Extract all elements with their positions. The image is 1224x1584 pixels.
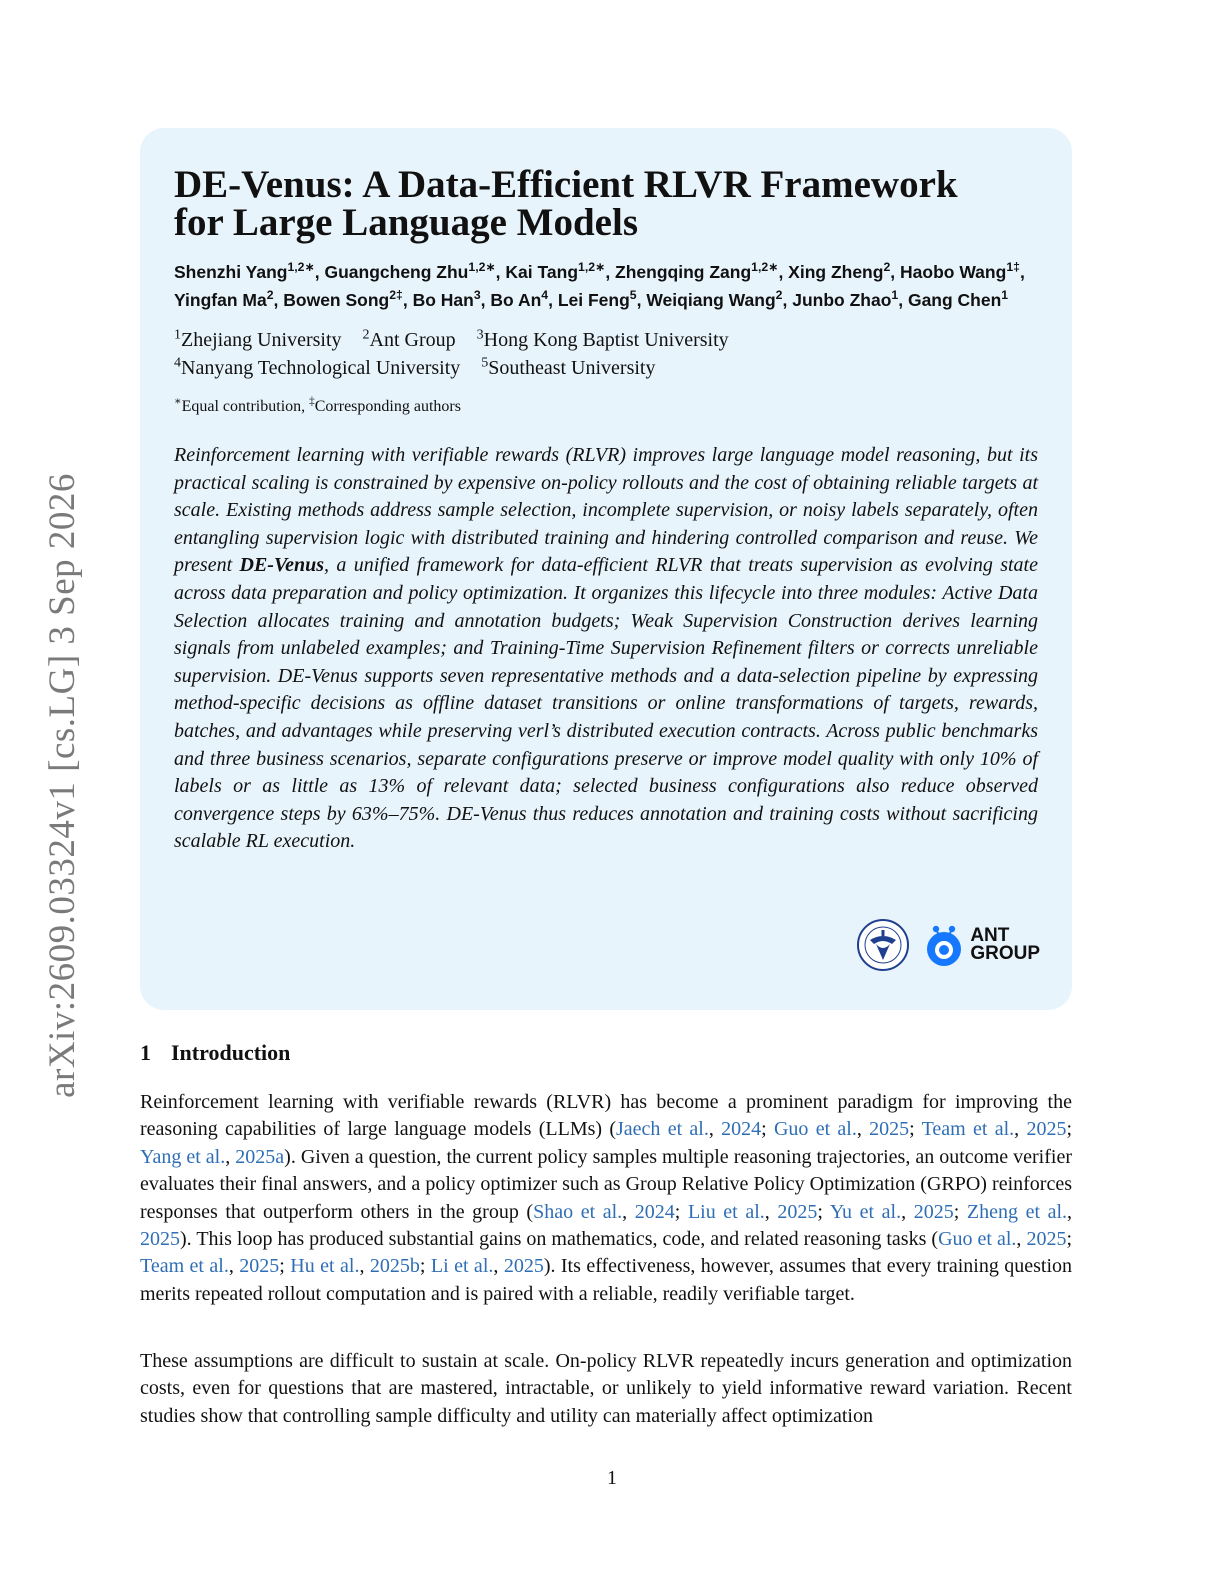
author-name: Yingfan Ma$^2$: [174, 288, 274, 310]
section-title: Introduction: [171, 1040, 291, 1065]
author-name: Shenzhi Yang$^{1,2∗}$: [174, 260, 315, 282]
citation-link[interactable]: 2025: [1026, 1118, 1067, 1141]
citation-link[interactable]: Guo et al.: [773, 1118, 857, 1141]
citation-link[interactable]: 2025: [239, 1255, 280, 1278]
ant-group-wordmark: ANT GROUP: [970, 925, 1040, 964]
citation-link[interactable]: Yu et al.: [829, 1200, 902, 1223]
abstract: Reinforcement learning with verifiable rewards (RLVR) improves large language model reasoning, but its practical scaling is constrained by expensive on-policy rollouts and the cost of obtaining reliable targets at scale. Existing methods address sample selection, incomplete supervision, or noisy labels separately, often entangling supervision logic with distributed training and hindering controlled comparison and reuse. We present DE-Venus, a unified framework for data-efficient RLVR that treats supervision as evolving state across data preparation and policy optimization. It organizes this lifecycle into three modules: Active Data Selection allocates training and annotation budgets; Weak Supervision Construction derives learning signals from unlabeled examples; and Training-Time Supervision Refinement filters or corrects unreliable supervision. DE-Venus supports seven representative methods and a data-selection pipeline by expressing method-specific decisions as offline dataset transitions or online transformations of targets, rewards, batches, and advantages while preserving verl’s distributed execution contracts. Across public benchmarks and three business scenarios, separate configurations preserve or improve model quality with only 10% of labels or as little as 13% of relevant data; selected business configurations also reduce observed convergence steps by 63%–75%. DE-Venus thus reduces annotation and training costs without sacrificing scalable RL execution.: [174, 444, 1038, 853]
author-list: Shenzhi Yang$^{1,2∗}$, Guangcheng Zhu$^{1,2∗}$, Kai Tang$^{1,2∗}$, Zhengqing Zang$^{1,2∗}$, Xing Zheng$^2$, Haobo Wang$^{1\ddagger}$, Yingfan Ma$^2$, Bowen Song$^{2\ddagger}$, Bo Han$^3$, Bo An$^4$, Lei Feng$^5$, Weiqiang Wang$^2$, Junbo Zhao$^1$, Gang Chen$^1$: [174, 260, 1025, 310]
citation-link[interactable]: Liu et al.: [687, 1200, 765, 1223]
citation-link[interactable]: 2025: [140, 1228, 180, 1251]
affiliation-item: $^2$Ant Group: [362, 327, 456, 351]
institution-logos: [856, 918, 1040, 972]
citation-link[interactable]: Li et al.: [430, 1255, 494, 1278]
author-name: Bo An$^4$: [490, 288, 549, 310]
title-card: [140, 128, 1072, 1010]
citation-link[interactable]: 2025: [777, 1200, 818, 1223]
citation-link[interactable]: 2025: [503, 1255, 544, 1278]
citation-link[interactable]: 2024: [634, 1200, 675, 1223]
ant-group-mark-icon: [924, 923, 964, 967]
paper-title: [174, 163, 1038, 244]
author-name: Bowen Song$^{2\ddagger}$: [283, 288, 403, 310]
intro-paragraph-1: Reinforcement learning with verifiable rewards (RLVR) has become a prominent paradigm for improving the reasoning capabilities of large language models (LLMs) (Jaech et al., 2024; Guo et al., 2025; Team et al., 2025; Yang et al., 2025a). Given a question, the current policy samples multiple reasoning trajectories, an outcome verifier evaluates their final answers, and a policy optimizer such as Group Relative Policy Optimization (GRPO) reinforces responses that outperform others in the group (Shao et al., 2024; Liu et al., 2025; Yu et al., 2025; Zheng et al., 2025). This loop has produced substantial gains on mathematics, code, and related reasoning tasks (Guo et al., 2025; Team et al., 2025; Hu et al., 2025b; Li et al., 2025). Its effectiveness, however, assumes that every training question merits repeated rollout computation and is paired with a reliable, readily verifiable target.: [140, 1091, 1073, 1305]
author-name: Gang Chen$^1$: [907, 288, 1009, 310]
citation-link[interactable]: 2025: [1026, 1228, 1067, 1251]
section-heading-introduction: [140, 1040, 290, 1066]
arxiv-stamp-text: arXiv:2609.03324v1 [cs.LG] 3 Sep 2026: [41, 472, 83, 1098]
citation-link[interactable]: Zheng et al.: [966, 1200, 1068, 1223]
zhejiang-university-seal-icon: [856, 918, 910, 972]
affiliation-item: $^3$Hong Kong Baptist University: [476, 327, 729, 351]
citation-link[interactable]: Shao et al.: [533, 1200, 623, 1223]
affiliation-item: $^5$Southeast University: [481, 355, 656, 379]
citation-link[interactable]: Yang et al.: [140, 1145, 226, 1168]
author-name: Kai Tang$^{1,2∗}$: [505, 260, 606, 282]
citation-link[interactable]: 2025: [913, 1200, 954, 1223]
citation-link[interactable]: 2024: [721, 1118, 762, 1141]
citation-link[interactable]: 2025a: [235, 1145, 285, 1168]
affiliations: [174, 326, 1038, 382]
page-number: 1: [607, 1467, 617, 1489]
arxiv-identifier-stamp: [42, 450, 82, 1120]
affiliation-item: $^4$Nanyang Technological University: [174, 355, 461, 379]
section-number: 1: [140, 1040, 151, 1065]
contribution-note: ∗Equal contribution, ‡Corresponding authors: [174, 395, 461, 415]
title-line-2: for Large Language Models: [174, 201, 639, 244]
citation-link[interactable]: Guo et al.: [938, 1228, 1017, 1251]
framework-name: DE-Venus: [239, 554, 324, 577]
affiliation-item: $^1$Zhejiang University: [174, 327, 342, 351]
citation-link[interactable]: Team et al.: [140, 1255, 229, 1278]
intro-paragraph-2: These assumptions are difficult to sustain at scale. On-policy RLVR repeatedly incurs generation and optimization costs, even for questions that are mastered, intractable, or unlikely to yield informative reward variation. Recent studies show that controlling sample difficulty and utility can materially affect optimization: [140, 1350, 1072, 1427]
author-name: Weiqiang Wang$^2$: [646, 288, 783, 310]
author-name: Bo Han$^3$: [412, 288, 481, 310]
author-name: Xing Zheng$^2$: [788, 260, 891, 282]
ant-group-logo: [924, 923, 1040, 967]
author-name: Junbo Zhao$^1$: [792, 288, 899, 310]
citation-link[interactable]: Jaech et al.: [616, 1118, 709, 1141]
author-name: Haobo Wang$^{1\ddagger}$: [900, 260, 1020, 282]
title-line-1: DE-Venus: A Data-Efficient RLVR Framework: [174, 163, 958, 206]
author-name: Zhengqing Zang$^{1,2∗}$: [615, 260, 779, 282]
author-name: Guangcheng Zhu$^{1,2∗}$: [324, 260, 496, 282]
citation-link[interactable]: 2025b: [369, 1255, 420, 1278]
citation-link[interactable]: 2025: [869, 1118, 910, 1141]
author-name: Lei Feng$^5$: [557, 288, 637, 310]
citation-link[interactable]: Team et al.: [921, 1118, 1015, 1141]
citation-link[interactable]: Hu et al.: [290, 1255, 360, 1278]
